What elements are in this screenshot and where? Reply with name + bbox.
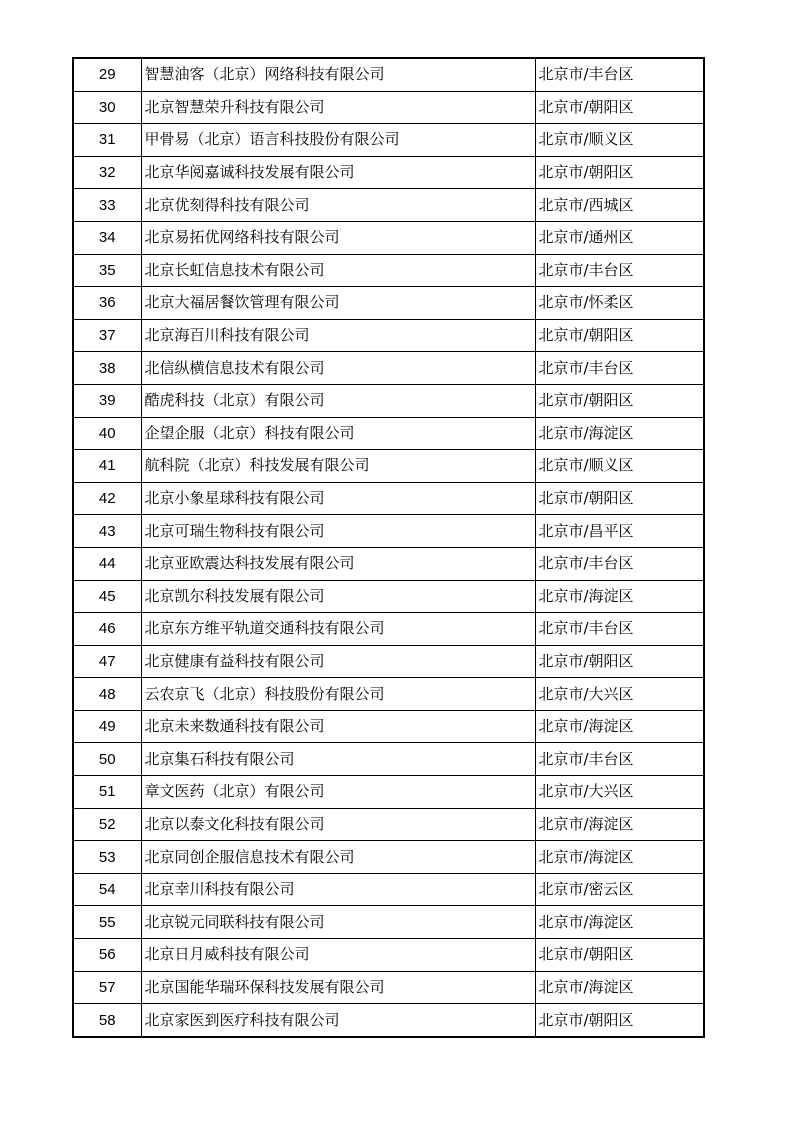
company-name: 北京锐元同联科技有限公司 — [141, 906, 535, 939]
company-name: 北京海百川科技有限公司 — [141, 319, 535, 352]
row-number: 44 — [73, 547, 141, 580]
company-district: 北京市/朝阳区 — [535, 645, 704, 678]
company-district: 北京市/海淀区 — [535, 580, 704, 613]
company-name: 北信纵横信息技术有限公司 — [141, 352, 535, 385]
row-number: 30 — [73, 91, 141, 124]
row-number: 31 — [73, 124, 141, 157]
table-row — [73, 417, 704, 450]
company-name: 北京未来数通科技有限公司 — [141, 710, 535, 743]
company-district: 北京市/朝阳区 — [535, 156, 704, 189]
table-row — [73, 482, 704, 515]
company-district: 北京市/丰台区 — [535, 547, 704, 580]
table-row — [73, 776, 704, 809]
company-district: 北京市/海淀区 — [535, 710, 704, 743]
company-name: 北京家医到医疗科技有限公司 — [141, 1004, 535, 1037]
table-row — [73, 287, 704, 320]
table-row — [73, 189, 704, 222]
row-number: 34 — [73, 221, 141, 254]
company-district: 北京市/昌平区 — [535, 515, 704, 548]
company-district: 北京市/丰台区 — [535, 352, 704, 385]
table-row — [73, 808, 704, 841]
company-district: 北京市/顺义区 — [535, 124, 704, 157]
table-row — [73, 906, 704, 939]
company-name: 酷虎科技（北京）有限公司 — [141, 384, 535, 417]
row-number: 45 — [73, 580, 141, 613]
table-row — [73, 319, 704, 352]
company-name: 北京小象星球科技有限公司 — [141, 482, 535, 515]
table-row — [73, 221, 704, 254]
company-list-table — [72, 57, 705, 1038]
table-row — [73, 254, 704, 287]
row-number: 38 — [73, 352, 141, 385]
company-district: 北京市/密云区 — [535, 873, 704, 906]
company-district: 北京市/丰台区 — [535, 254, 704, 287]
company-name: 北京智慧荣升科技有限公司 — [141, 91, 535, 124]
company-district: 北京市/朝阳区 — [535, 91, 704, 124]
row-number: 49 — [73, 710, 141, 743]
table-row — [73, 1004, 704, 1037]
company-name: 北京幸川科技有限公司 — [141, 873, 535, 906]
company-name: 北京健康有益科技有限公司 — [141, 645, 535, 678]
company-name: 北京国能华瑞环保科技发展有限公司 — [141, 971, 535, 1004]
row-number: 47 — [73, 645, 141, 678]
company-district: 北京市/丰台区 — [535, 613, 704, 646]
row-number: 37 — [73, 319, 141, 352]
row-number: 50 — [73, 743, 141, 776]
table-row — [73, 645, 704, 678]
company-name: 北京同创企服信息技术有限公司 — [141, 841, 535, 874]
table-row — [73, 450, 704, 483]
table-row — [73, 547, 704, 580]
company-name: 北京长虹信息技术有限公司 — [141, 254, 535, 287]
row-number: 53 — [73, 841, 141, 874]
table-row — [73, 743, 704, 776]
company-district: 北京市/朝阳区 — [535, 482, 704, 515]
table-row — [73, 515, 704, 548]
company-district: 北京市/顺义区 — [535, 450, 704, 483]
table-row — [73, 678, 704, 711]
table-row — [73, 971, 704, 1004]
company-district: 北京市/海淀区 — [535, 971, 704, 1004]
company-name: 北京易拓优网络科技有限公司 — [141, 221, 535, 254]
row-number: 48 — [73, 678, 141, 711]
company-name: 北京集石科技有限公司 — [141, 743, 535, 776]
company-name: 北京以泰文化科技有限公司 — [141, 808, 535, 841]
table-row — [73, 873, 704, 906]
table-row — [73, 352, 704, 385]
table-row — [73, 384, 704, 417]
row-number: 51 — [73, 776, 141, 809]
row-number: 35 — [73, 254, 141, 287]
company-district: 北京市/海淀区 — [535, 808, 704, 841]
row-number: 58 — [73, 1004, 141, 1037]
company-district: 北京市/朝阳区 — [535, 939, 704, 972]
table-row — [73, 939, 704, 972]
row-number: 42 — [73, 482, 141, 515]
row-number: 36 — [73, 287, 141, 320]
company-district: 北京市/怀柔区 — [535, 287, 704, 320]
row-number: 39 — [73, 384, 141, 417]
company-district: 北京市/西城区 — [535, 189, 704, 222]
row-number: 46 — [73, 613, 141, 646]
row-number: 29 — [73, 58, 141, 91]
company-name: 章文医药（北京）有限公司 — [141, 776, 535, 809]
company-district: 北京市/丰台区 — [535, 58, 704, 91]
company-district: 北京市/海淀区 — [535, 841, 704, 874]
company-name: 智慧油客（北京）网络科技有限公司 — [141, 58, 535, 91]
row-number: 32 — [73, 156, 141, 189]
row-number: 43 — [73, 515, 141, 548]
company-name: 北京亚欧震达科技发展有限公司 — [141, 547, 535, 580]
company-district: 北京市/朝阳区 — [535, 319, 704, 352]
table-row — [73, 58, 704, 91]
company-name: 北京东方维平轨道交通科技有限公司 — [141, 613, 535, 646]
company-name: 北京华阅嘉诚科技发展有限公司 — [141, 156, 535, 189]
row-number: 41 — [73, 450, 141, 483]
row-number: 56 — [73, 939, 141, 972]
company-district: 北京市/丰台区 — [535, 743, 704, 776]
company-name: 航科院（北京）科技发展有限公司 — [141, 450, 535, 483]
company-name: 云农京飞（北京）科技股份有限公司 — [141, 678, 535, 711]
row-number: 57 — [73, 971, 141, 1004]
company-name: 甲骨易（北京）语言科技股份有限公司 — [141, 124, 535, 157]
table-row — [73, 710, 704, 743]
company-district: 北京市/朝阳区 — [535, 384, 704, 417]
row-number: 54 — [73, 873, 141, 906]
company-list-body — [73, 58, 704, 1037]
company-district: 北京市/通州区 — [535, 221, 704, 254]
company-district: 北京市/大兴区 — [535, 776, 704, 809]
company-name: 企望企服（北京）科技有限公司 — [141, 417, 535, 450]
company-name: 北京优刻得科技有限公司 — [141, 189, 535, 222]
company-district: 北京市/海淀区 — [535, 906, 704, 939]
company-name: 北京可瑞生物科技有限公司 — [141, 515, 535, 548]
company-district: 北京市/大兴区 — [535, 678, 704, 711]
table-row — [73, 91, 704, 124]
table-row — [73, 580, 704, 613]
row-number: 55 — [73, 906, 141, 939]
company-district: 北京市/海淀区 — [535, 417, 704, 450]
table-row — [73, 613, 704, 646]
row-number: 33 — [73, 189, 141, 222]
row-number: 52 — [73, 808, 141, 841]
company-name: 北京凯尔科技发展有限公司 — [141, 580, 535, 613]
table-row — [73, 841, 704, 874]
row-number: 40 — [73, 417, 141, 450]
table-row — [73, 156, 704, 189]
table-row — [73, 124, 704, 157]
company-name: 北京大福居餐饮管理有限公司 — [141, 287, 535, 320]
company-name: 北京日月威科技有限公司 — [141, 939, 535, 972]
company-district: 北京市/朝阳区 — [535, 1004, 704, 1037]
